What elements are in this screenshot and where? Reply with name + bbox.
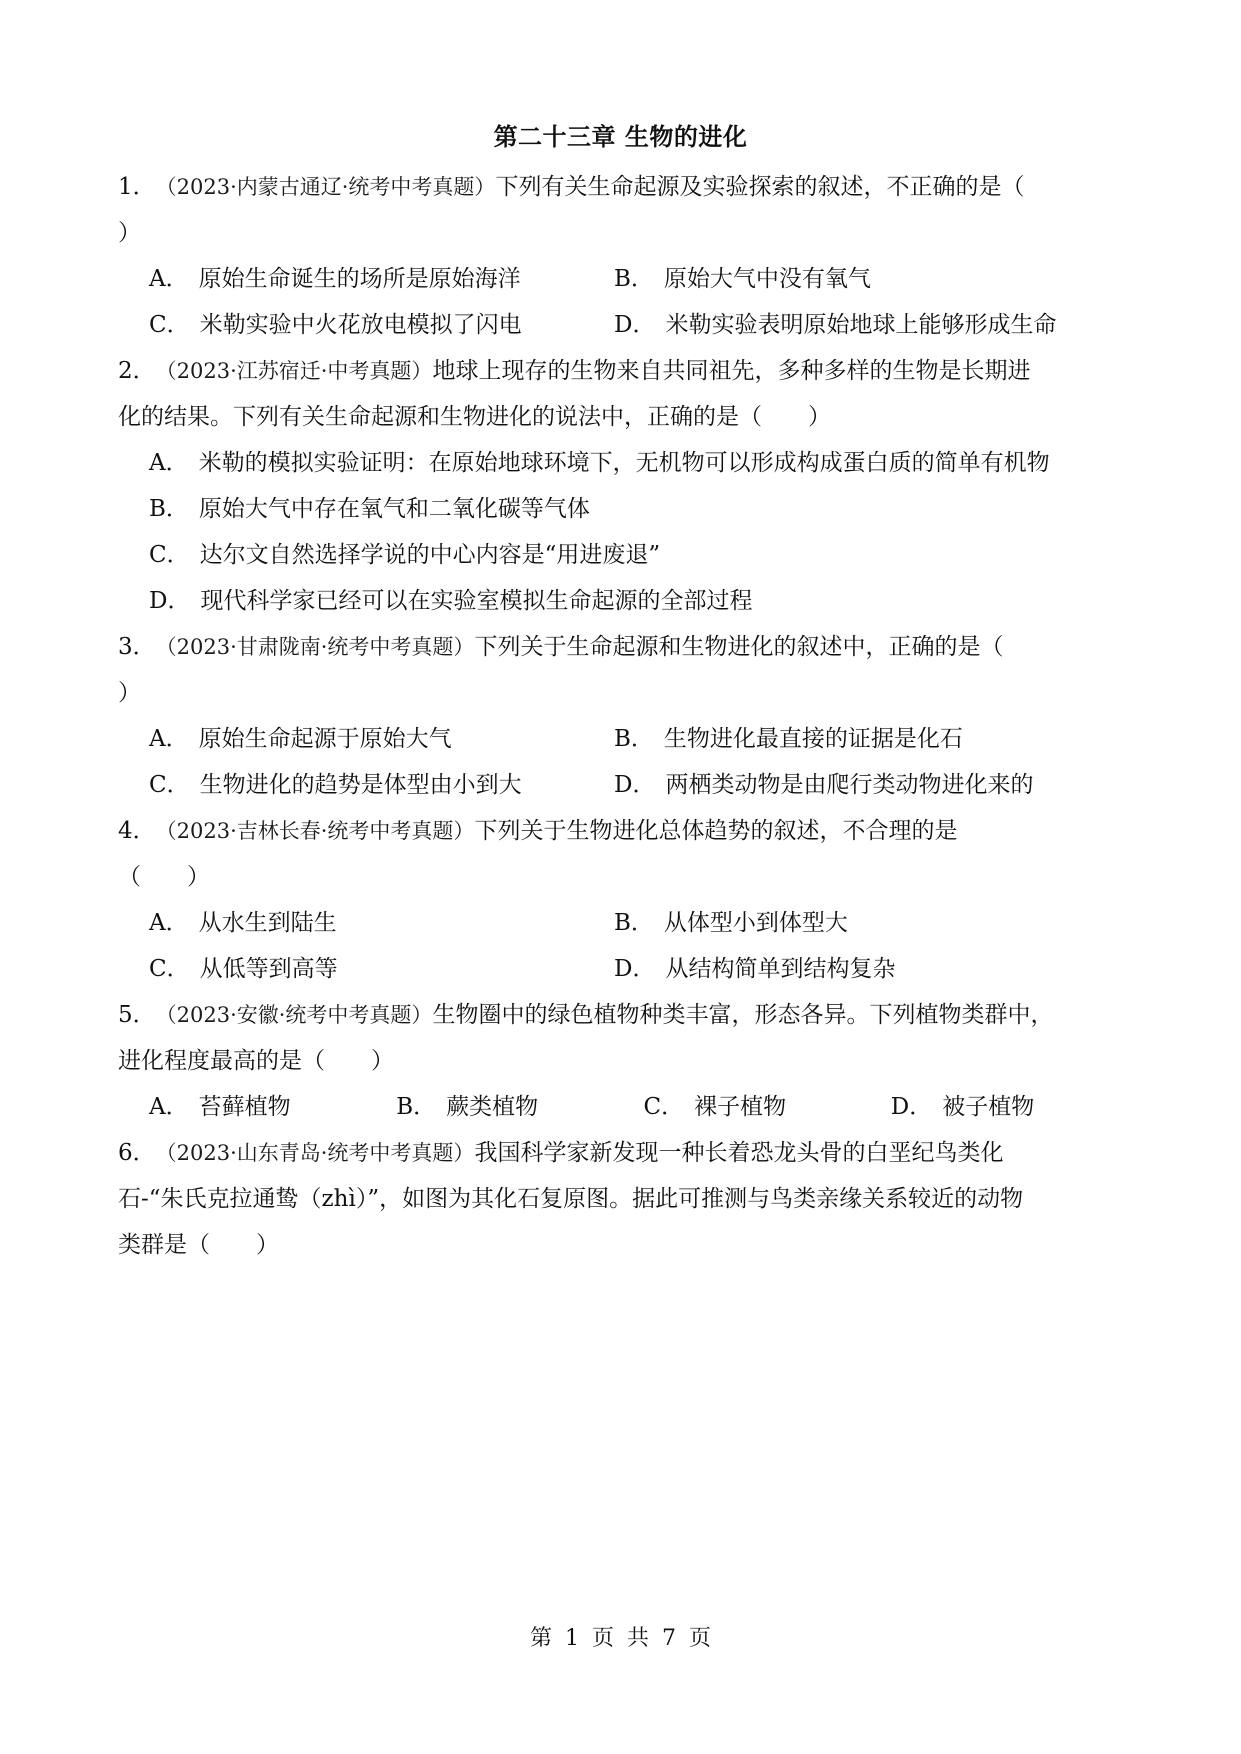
question-source: （2023·安徽·统考中考真题） [155,1003,433,1027]
option-text: 米勒实验中火花放电模拟了闪电 [199,312,522,338]
option-letter: B． [614,266,654,292]
option-letter: B． [614,910,654,936]
option-text: 裸子植物 [694,1094,787,1120]
question-stem-line [118,164,1138,210]
option-letter: B． [614,726,654,752]
question-source: （2023·内蒙古通辽·统考中考真题） [155,175,496,199]
option-letter: A． [149,910,189,936]
option-a [149,716,614,762]
question-number: 5． [118,1002,156,1028]
page-footer: 第 1 页 共 7 页 [530,1626,711,1651]
option-text: 现代科学家已经可以在实验室模拟生命起源的全部过程 [200,588,753,614]
option-text: 米勒实验表明原始地球上能够形成生命 [665,312,1057,338]
option-letter: D． [890,1094,933,1120]
option-text: 被子植物 [942,1094,1035,1120]
question-3 [118,624,1138,808]
option-b [614,900,1079,946]
question-source: （2023·山东青岛·统考中考真题） [155,1141,475,1165]
option-row [118,256,1138,302]
question-list [118,164,1138,1268]
question-stem-line [118,624,1138,670]
option-b [149,486,1138,532]
option-text: 米勒的模拟实验证明：在原始地球环境下，无机物可以形成构成蛋白质的简单有机物 [198,450,1050,476]
question-number: 6． [118,1140,156,1166]
option-text: 生物进化的趋势是体型由小到大 [199,772,522,798]
option-a [149,900,614,946]
option-a [149,1084,396,1130]
question-source: （2023·吉林长春·统考中考真题） [155,819,475,843]
option-row [118,578,1138,624]
option-row [118,900,1138,946]
question-number: 4． [118,818,156,844]
question-stem-line [118,348,1138,394]
option-text: 从结构简单到结构复杂 [665,956,896,982]
question-text: 下列有关生命起源及实验探索的叙述，不正确的是（ [495,174,1025,200]
question-number: 3． [118,634,156,660]
option-d [614,302,1079,348]
question-text: 下列关于生物进化总体趋势的叙述，不合理的是 [474,818,958,844]
option-c [149,302,614,348]
option-row [118,532,1138,578]
option-text: 达尔文自然选择学说的中心内容是“用进废退” [199,542,661,568]
question-text: 下列关于生命起源和生物进化的叙述中，正确的是（ [474,634,1004,660]
option-letter: C． [149,542,190,568]
question-2 [118,348,1138,624]
option-letter: D． [614,772,656,798]
option-b [614,716,1079,762]
option-letter: D． [614,312,656,338]
option-d [149,578,1138,624]
question-stem-line: 类群是（ ） [118,1232,279,1258]
option-letter: D． [614,956,656,982]
option-letter: B． [149,496,189,522]
question-stem-line: ） [118,220,141,246]
question-5 [118,992,1138,1130]
question-number: 1． [118,174,156,200]
option-letter: C． [149,312,190,338]
option-b [614,256,1079,302]
question-text: 生物圈中的绿色植物种类丰富，形态各异。下列植物类群中， [432,1002,1054,1028]
option-letter: A． [149,1094,189,1120]
option-text: 原始大气中存在氧气和二氧化碳等气体 [198,496,590,522]
question-number: 2． [118,358,156,384]
question-6 [118,1130,1138,1268]
question-source: （2023·江苏宿迁·中考真题） [155,359,433,383]
option-letter: B． [396,1094,437,1120]
question-stem-line [118,992,1138,1038]
option-letter: D． [149,588,191,614]
question-stem-line: （ ） [118,864,210,890]
chapter-title: 第二十三章 生物的进化 [493,122,748,151]
question-stem-line: 化的结果。下列有关生命起源和生物进化的说法中，正确的是（ ） [118,404,831,430]
option-d [614,762,1079,808]
option-letter: C． [643,1094,685,1120]
question-stem-line [118,1130,1138,1176]
option-row [118,302,1138,348]
option-d [891,1084,1138,1130]
option-c [644,1084,891,1130]
question-stem-line: ） [118,680,141,706]
option-text: 生物进化最直接的证据是化石 [663,726,963,752]
question-stem-line [118,808,1138,854]
option-text: 原始生命起源于原始大气 [198,726,452,752]
question-4 [118,808,1138,992]
option-letter: A． [149,266,189,292]
option-row [118,440,1138,486]
option-text: 两栖类动物是由爬行类动物进化来的 [665,772,1034,798]
option-text: 原始生命诞生的场所是原始海洋 [198,266,521,292]
option-b [396,1084,643,1130]
option-letter: A． [149,450,189,476]
option-row [118,716,1138,762]
question-1 [118,164,1138,348]
option-a [149,256,614,302]
option-row [118,946,1138,992]
option-letter: A． [149,726,189,752]
option-c [149,946,614,992]
option-row [118,1084,1138,1130]
question-stem-line: 石-“朱氏克拉通鸷（zhì）”，如图为其化石复原图。据此可推测与鸟类亲缘关系较近的动物 [118,1186,1024,1212]
option-text: 从低等到高等 [199,956,338,982]
question-stem-line: 进化程度最高的是（ ） [118,1048,394,1074]
option-c [149,762,614,808]
question-text: 地球上现存的生物来自共同祖先，多种多样的生物是长期进 [432,358,1031,384]
option-row [118,486,1138,532]
option-letter: C． [149,956,190,982]
option-a [149,440,1138,486]
option-row [118,762,1138,808]
option-text: 从水生到陆生 [198,910,337,936]
option-text: 原始大气中没有氧气 [663,266,871,292]
option-d [614,946,1079,992]
question-source: （2023·甘肃陇南·统考中考真题） [155,635,475,659]
option-letter: C． [149,772,190,798]
option-text: 苔藓植物 [198,1094,291,1120]
question-text: 我国科学家新发现一种长着恐龙头骨的白垩纪鸟类化 [474,1140,1004,1166]
option-text: 从体型小到体型大 [663,910,848,936]
option-c [149,532,1138,578]
option-text: 蕨类植物 [446,1094,539,1120]
